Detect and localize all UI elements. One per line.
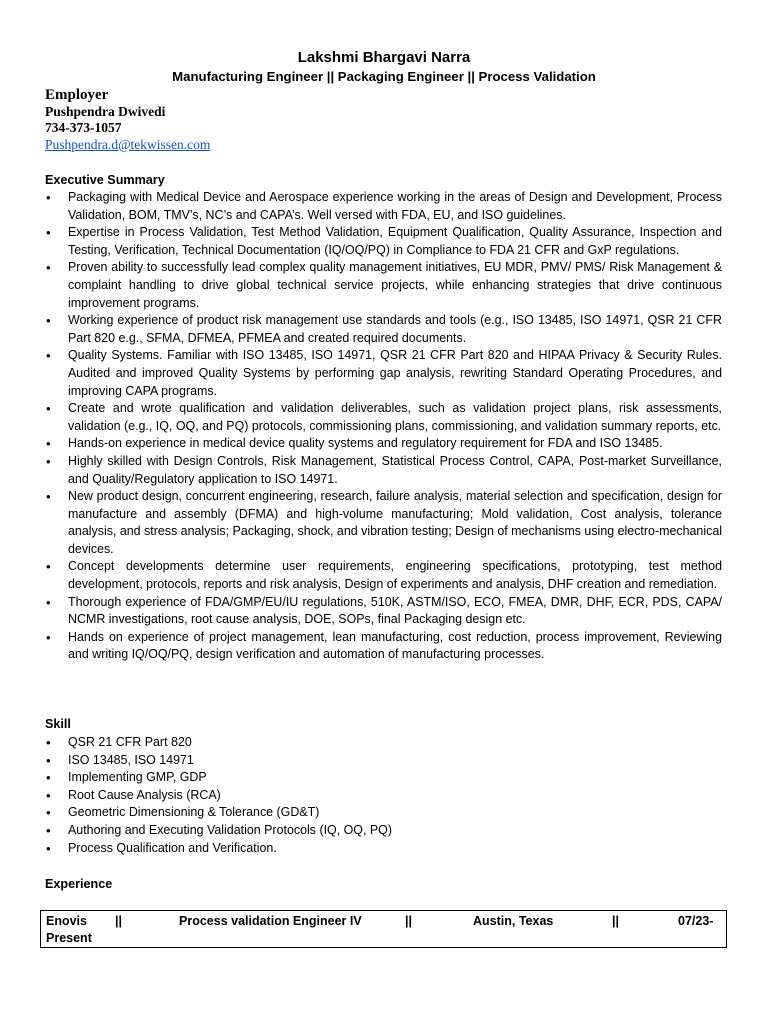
experience-separator: || xyxy=(405,914,412,928)
employer-phone: 734-373-1057 xyxy=(45,120,122,135)
list-item: • QSR 21 CFR Part 820 xyxy=(45,734,722,752)
list-item: • Hands on experience of project management, lean manufacturing, cost reduction, process improvement, Reviewing and writing IQ/OQ/PQ, design verification and automation of manufacturing processes. xyxy=(45,629,722,664)
experience-separator: || xyxy=(612,914,619,928)
experience-location: Austin, Texas xyxy=(473,914,554,928)
list-item: • Root Cause Analysis (RCA) xyxy=(45,787,722,805)
list-item: • Geometric Dimensioning & Tolerance (GD&T) xyxy=(45,804,722,822)
experience-date-end: Present xyxy=(46,931,92,945)
experience-role: Process validation Engineer IV xyxy=(179,914,362,928)
employer-block xyxy=(45,87,210,153)
list-item: • Highly skilled with Design Controls, Risk Management, Statistical Process Control, CAPA, Post-market Surveillance, and Quality/Regulatory application to ISO 14971. xyxy=(45,453,722,488)
list-item: • Quality Systems. Familiar with ISO 13485, ISO 14971, QSR 21 CFR Part 820 and HIPAA Privacy & Security Rules. Audited and improved Quality Systems by performing gap analysis, rewriting Standard Operating Procedures, and improving CAPA programs. xyxy=(45,347,722,400)
employer-email-link[interactable]: Pushpendra.d@tekwissen.com xyxy=(45,136,211,152)
list-item: • Concept developments determine user requirements, engineering specifications, prototyping, test method development, protocols, reports and risk analysis, Design of experiments and analysis, DHF creation and remediation. xyxy=(45,558,722,593)
list-item: • New product design, concurrent engineering, research, failure analysis, material selection and specification, design for manufacture and assembly (DFMA) and high-volume manufacturing; Mold validation, Cost analysis, tolerance analysis, and stress analysis; Packaging, shock, and vibration testing; Design of mechanisms using electro-mechanical devices. xyxy=(45,488,722,558)
list-item: • Create and wrote qualification and validation deliverables, such as validation project plans, risk assessments, validation (e.g., IQ, OQ, and PQ) protocols, commissioning plans, commissioning, and validation summary reports, etc. xyxy=(45,400,722,435)
list-item: • Authoring and Executing Validation Protocols (IQ, OQ, PQ) xyxy=(45,822,722,840)
experience-title: Experience xyxy=(45,877,113,891)
list-item: • ISO 13485, ISO 14971 xyxy=(45,752,722,770)
list-item: • Thorough experience of FDA/GMP/EU/IU regulations, 510K, ASTM/ISO, ECO, FMEA, DMR, DHF, ECR, PDS, CAPA/ NCMR investigations, root cause analysis, DOE, SOPs, final Packaging design etc. xyxy=(45,594,722,629)
skill-list xyxy=(45,734,722,857)
experience-separator: || xyxy=(115,914,122,928)
skill-title: Skill xyxy=(45,717,71,731)
experience-entry xyxy=(40,910,727,948)
employer-heading: Employer xyxy=(45,87,109,103)
list-item: • Working experience of product risk management use standards and tools (e.g., ISO 13485, ISO 14971, QSR 21 CFR Part 820 e.g., SFMA, DFMEA, PFMEA and created required documents. xyxy=(45,312,722,347)
employer-contact-name: Pushpendra Dwivedi xyxy=(45,103,166,119)
experience-date-start: 07/23- xyxy=(678,914,714,928)
list-item: • Process Qualification and Verification. xyxy=(45,840,722,858)
list-item: • Hands-on experience in medical device quality systems and regulatory requirement for FDA and ISO 13485. xyxy=(45,435,722,453)
list-item: • Implementing GMP, GDP xyxy=(45,769,722,787)
list-item: • Proven ability to successfully lead complex quality management initiatives, EU MDR, PMV/ PMS/ Risk Management & complaint handling to drive global technical service projects, while enhancing strategies that drive continuous improvement programs. xyxy=(45,259,722,312)
executive-summary-title: Executive Summary xyxy=(45,173,165,187)
executive-summary-list xyxy=(45,189,722,664)
experience-company: Enovis xyxy=(46,914,87,928)
candidate-name: Lakshmi Bhargavi Narra xyxy=(297,49,471,66)
candidate-title: Manufacturing Engineer || Packaging Engineer || Process Validation xyxy=(172,69,596,84)
list-item: • Packaging with Medical Device and Aerospace experience working in the areas of Design and Development, Process Validation, BOM, TMV’s, NC’s and CAPA’s. Well versed with FDA, EU, and ISO guidelines. xyxy=(45,189,722,224)
list-item: • Expertise in Process Validation, Test Method Validation, Equipment Qualification, Quality Assurance, Inspection and Testing, Verification, Technical Documentation (IQ/OQ/PQ) in Compliance to FDA 21 CFR and GxP regulations. xyxy=(45,224,722,259)
